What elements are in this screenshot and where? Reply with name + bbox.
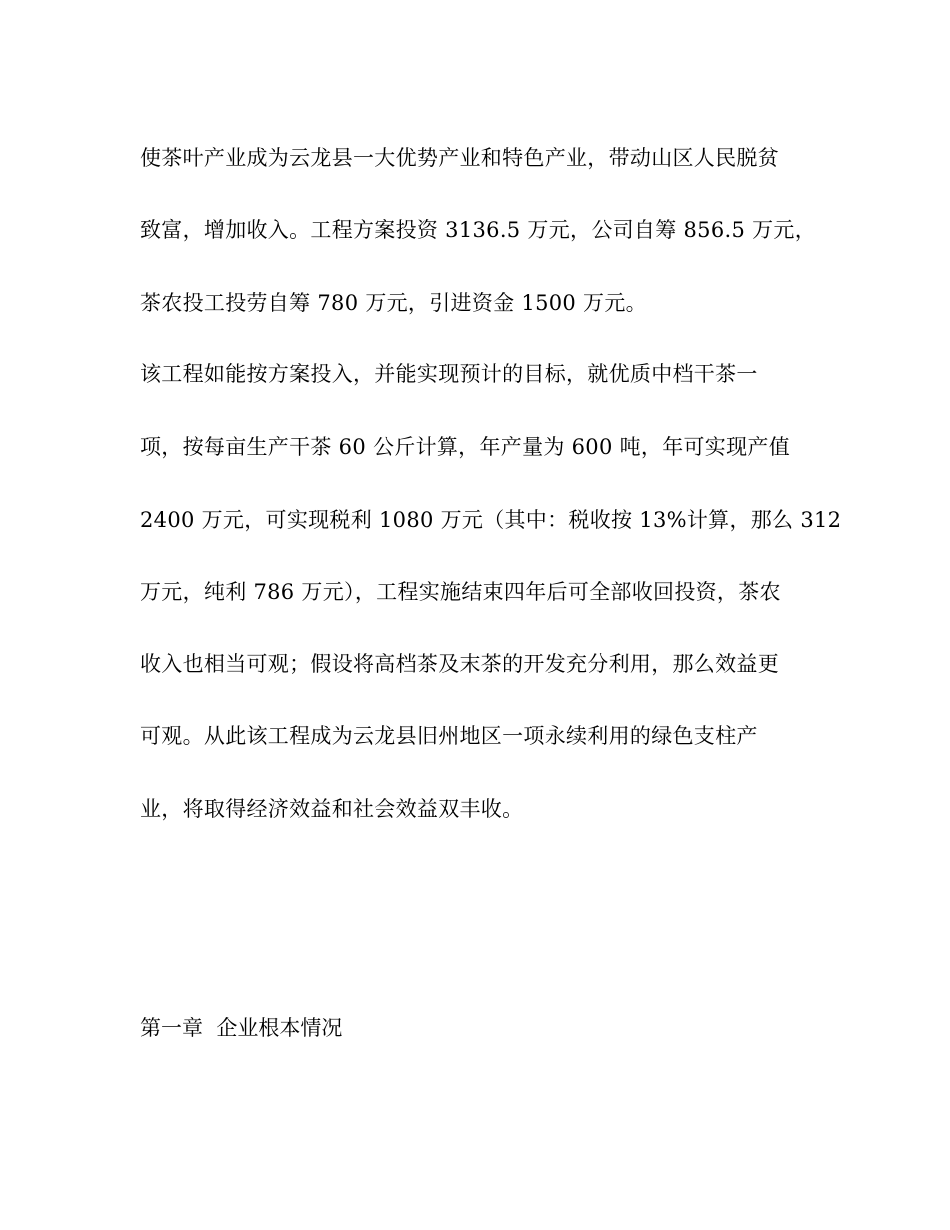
paragraph-2-line-6: 可观。从此该工程成为云龙县旧州地区一项永续利用的绿色支柱产 — [140, 724, 758, 748]
paragraph-1-line-1: 使茶叶产业成为云龙县一大优势产业和特色产业，带动山区人民脱贫 — [140, 146, 779, 170]
paragraph-2-line-3: 2400 万元，可实现税利 1080 万元（其中：税收按 13%计算，那么 312 — [140, 508, 842, 532]
paragraph-2-line-2: 项，按每亩生产干茶 60 公斤计算，年产量为 600 吨，年可实现产值 — [140, 435, 791, 459]
paragraph-2-line-5: 收入也相当可观；假设将高档茶及末茶的开发充分利用，那么效益更 — [140, 652, 779, 676]
chapter-heading: 第一章 企业根本情况 — [140, 1016, 343, 1040]
paragraph-2-line-7: 业，将取得经济效益和社会效益双丰收。 — [140, 797, 524, 821]
paragraph-1-line-3: 茶农投工投劳自筹 780 万元，引进资金 1500 万元。 — [140, 291, 647, 315]
paragraph-2-line-1: 该工程如能按方案投入，并能实现预计的目标，就优质中档干茶一 — [140, 362, 758, 386]
paragraph-1-line-2: 致富，增加收入。工程方案投资 3136.5 万元，公司自筹 856.5 万元， — [140, 218, 816, 242]
paragraph-2-line-4: 万元，纯利 786 万元），工程实施结束四年后可全部收回投资，茶农 — [140, 580, 781, 604]
